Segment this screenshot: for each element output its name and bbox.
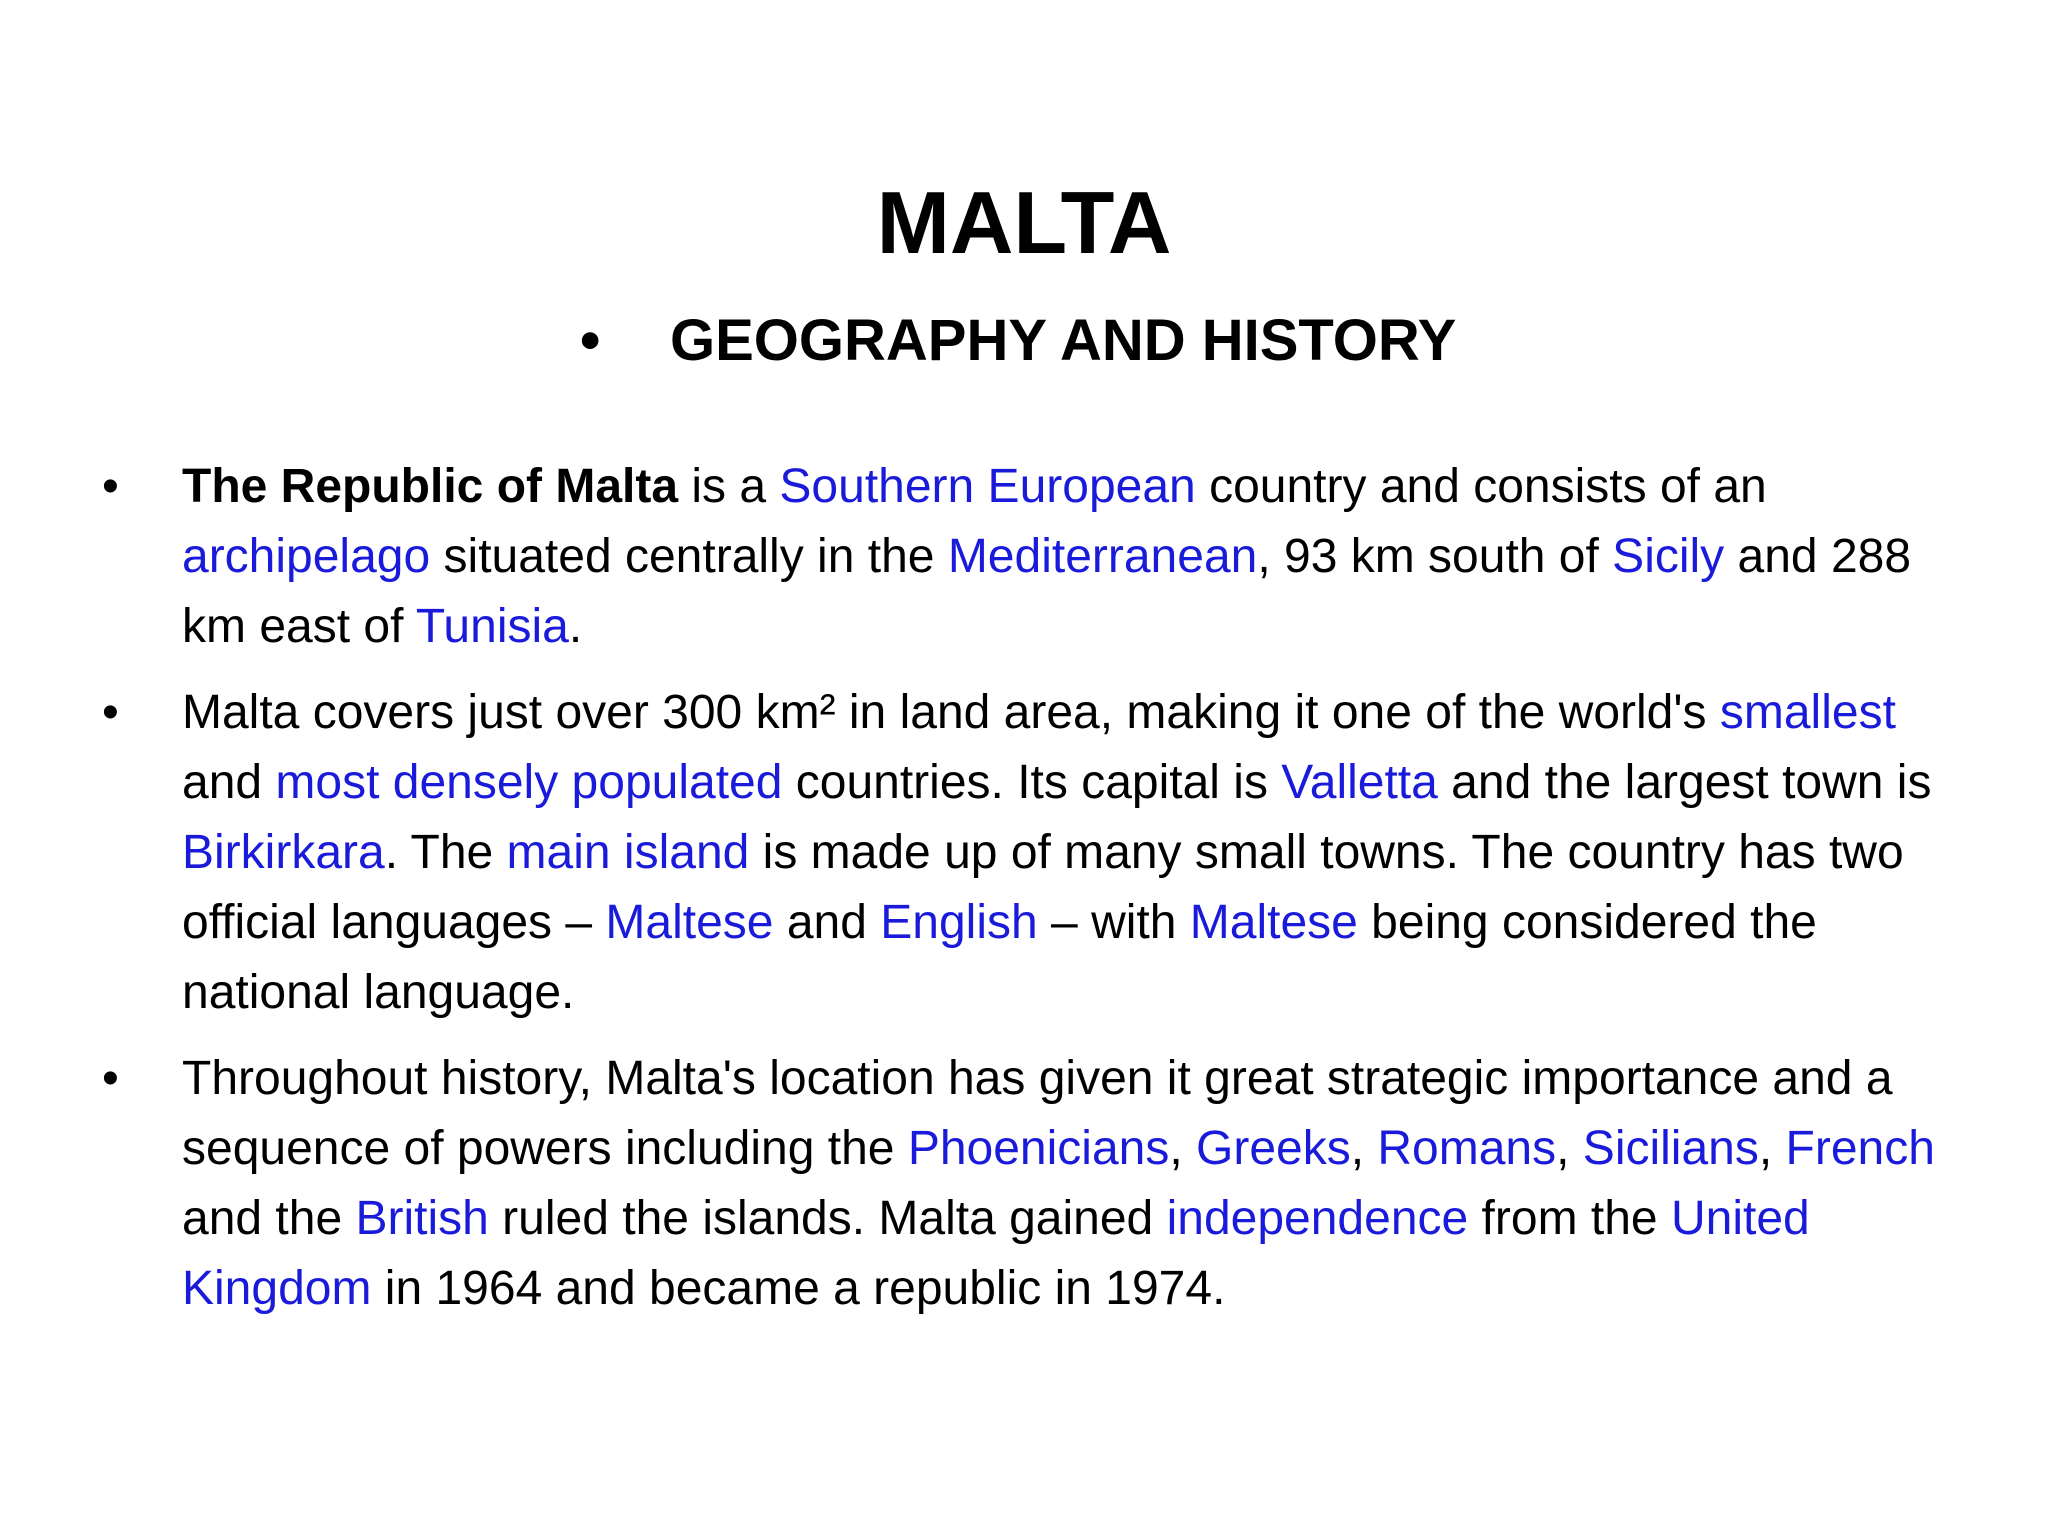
hyperlink[interactable]: Sicilians — [1582, 1122, 1759, 1175]
hyperlink[interactable]: Southern European — [779, 460, 1196, 513]
paragraph — [182, 452, 1980, 662]
text-run: and — [182, 756, 276, 809]
text-run: Malta covers just over 300 km² in land area, making it one of the world's — [182, 686, 1720, 739]
hyperlink[interactable]: main island — [506, 826, 750, 879]
hyperlink[interactable]: Tunisia — [415, 600, 569, 653]
hyperlink[interactable]: Birkirkara — [182, 826, 385, 879]
text-run: , — [1350, 1122, 1378, 1175]
text-run: and — [773, 896, 881, 949]
text-run: is made up of many small towns. The country has two official languages – — [182, 826, 1904, 949]
hyperlink[interactable]: United Kingdom — [182, 1192, 1810, 1315]
subtitle — [580, 300, 1456, 380]
hyperlink[interactable]: independence — [1166, 1192, 1469, 1245]
hyperlink[interactable]: Maltese — [605, 896, 774, 949]
text-run: ruled the islands. Malta gained — [488, 1192, 1167, 1245]
hyperlink[interactable]: Maltese — [1189, 896, 1358, 949]
text-run: , — [1169, 1122, 1196, 1175]
hyperlink[interactable]: British — [355, 1192, 489, 1245]
text-run: . — [568, 600, 583, 653]
bullet-list — [100, 452, 1980, 1340]
list-item — [100, 678, 1980, 1028]
list-item — [100, 452, 1980, 662]
text-run: and 288 km east of — [182, 530, 1912, 653]
text-run: , 93 km south of — [1257, 530, 1613, 583]
hyperlink[interactable]: smallest — [1719, 686, 1896, 739]
hyperlink[interactable]: English — [880, 896, 1038, 949]
hyperlink[interactable]: French — [1785, 1122, 1935, 1175]
text-run: situated centrally in the — [430, 530, 948, 583]
list-item — [100, 1044, 1980, 1324]
hyperlink[interactable]: Mediterranean — [947, 530, 1258, 583]
text-run: in 1964 and became a republic in 1974. — [371, 1262, 1226, 1315]
text-run: . The — [384, 826, 507, 879]
page-title: MALTA — [876, 173, 1172, 272]
text-run: , — [1556, 1122, 1583, 1175]
hyperlink[interactable]: Greeks — [1196, 1122, 1351, 1175]
bold-text: The Republic of Malta — [182, 460, 679, 513]
hyperlink[interactable]: archipelago — [182, 530, 431, 583]
text-run: and the — [182, 1192, 356, 1245]
bullet-icon: • — [102, 1052, 119, 1105]
text-run: – with — [1037, 896, 1190, 949]
text-run: , — [1758, 1122, 1786, 1175]
text-run: country and consists of an — [1195, 460, 1767, 513]
text-run: is a — [678, 460, 780, 513]
bullet-icon: • — [580, 307, 601, 373]
hyperlink[interactable]: Phoenicians — [907, 1122, 1170, 1175]
bullet-icon: • — [102, 460, 119, 513]
text-run: Throughout history, Malta's location has given it great strategic importance and a sequence of powers including the — [182, 1052, 1893, 1175]
hyperlink[interactable]: most densely populated — [275, 756, 783, 809]
text-run: from the — [1468, 1192, 1671, 1245]
hyperlink[interactable]: Sicily — [1612, 530, 1725, 583]
paragraph — [182, 1044, 1980, 1324]
hyperlink[interactable]: Valletta — [1281, 756, 1438, 809]
bullet-icon: • — [102, 686, 119, 739]
hyperlink[interactable]: Romans — [1377, 1122, 1557, 1175]
text-run: countries. Its capital is — [782, 756, 1282, 809]
paragraph — [182, 678, 1980, 1028]
text-run: and the largest town is — [1437, 756, 1932, 809]
text-run: being considered the national language. — [182, 896, 1817, 1019]
subtitle-text: GEOGRAPHY AND HISTORY — [670, 307, 1457, 373]
